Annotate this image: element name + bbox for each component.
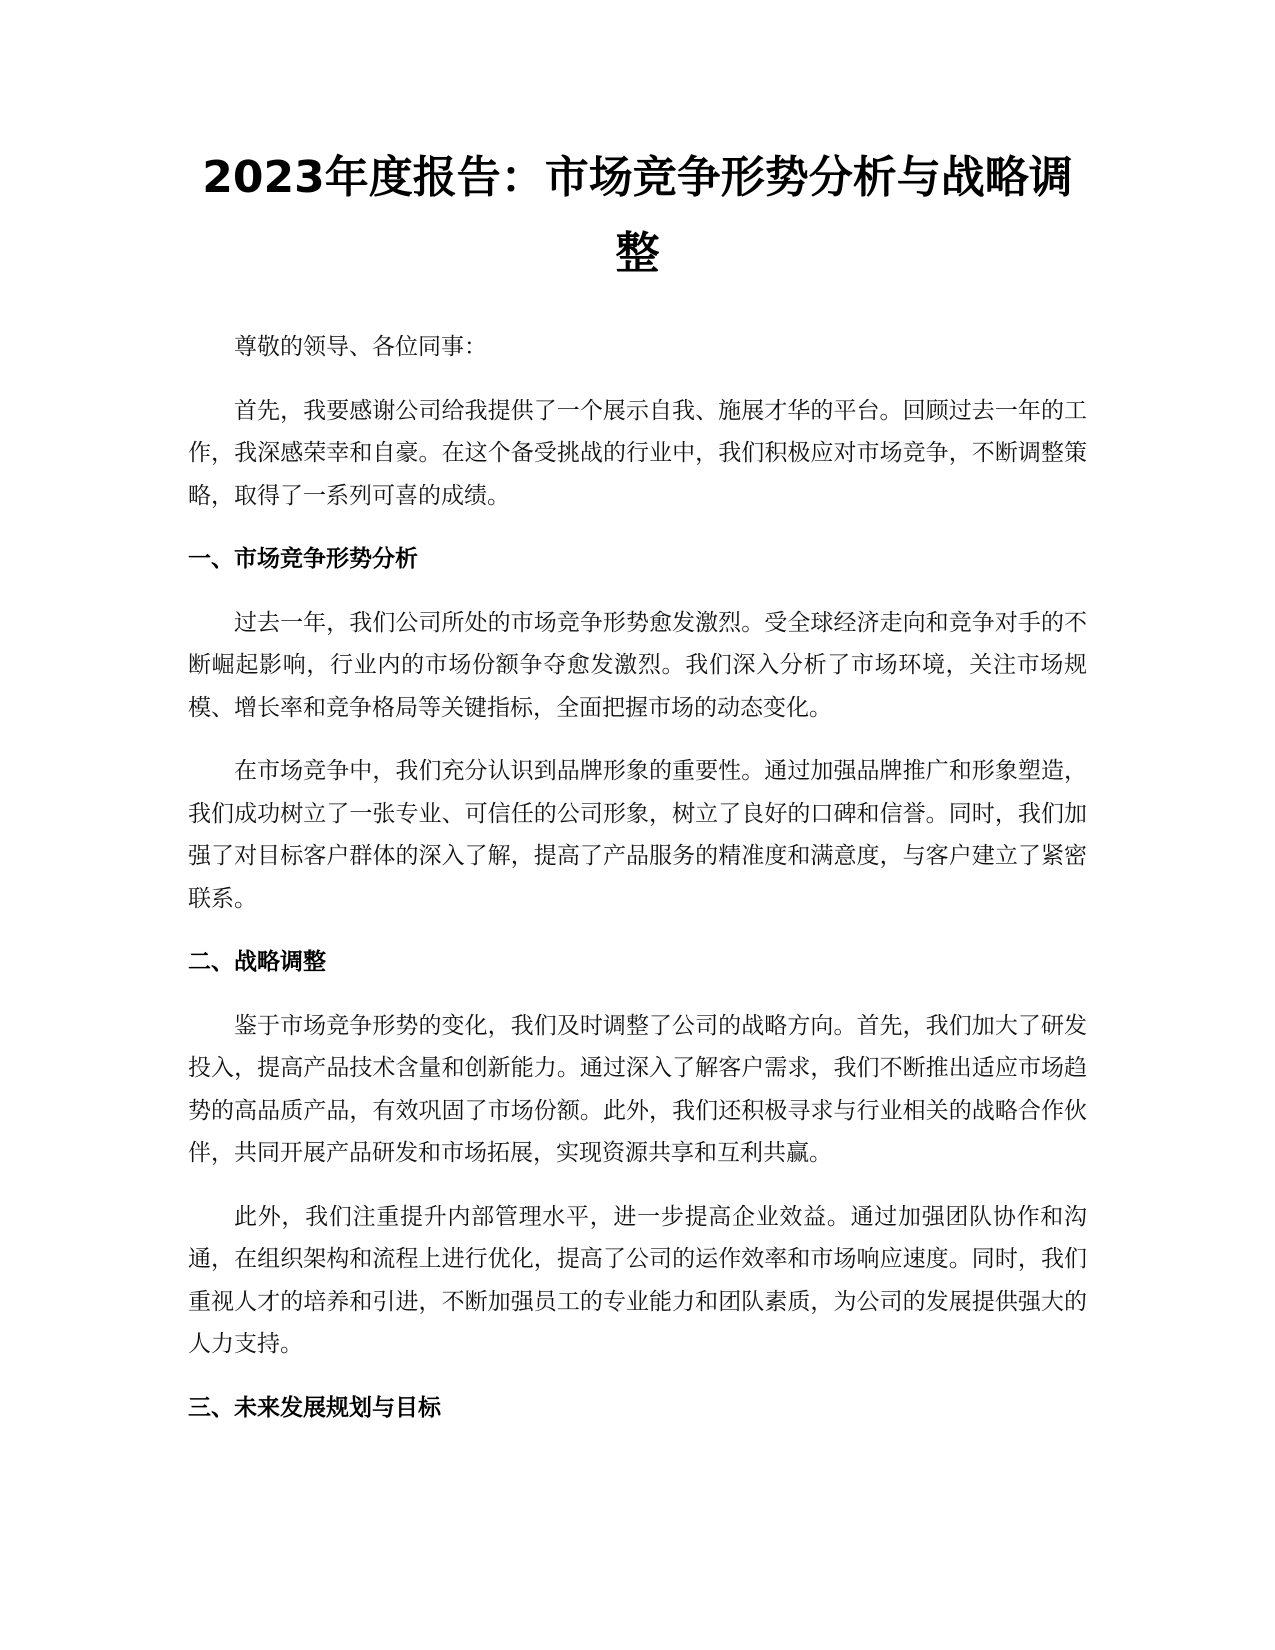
section-1-paragraph-2: 在市场竞争中，我们充分认识到品牌形象的重要性。通过加强品牌推广和形象塑造，我们成功树立了一张专业、可信任的公司形象，树立了良好的口碑和信誉。同时，我们加强了对目标客户群体的深入了解，提高了产品服务的精准度和满意度，与客户建立了紧密联系。 [188,758,1087,912]
section-heading-future-plan: 三、未来发展规划与目标 [188,1394,441,1421]
intro-paragraph: 首先，我要感谢公司给我提供了一个展示自我、施展才华的平台。回顾过去一年的工作，我深感荣幸和自豪。在这个备受挑战的行业中，我们积极应对市场竞争，不断调整策略，取得了一系列可喜的成绩。 [188,397,1087,509]
section-heading-strategy-adjustment: 二、战略调整 [188,949,326,975]
document-title: 2023年度报告：市场竞争形势分析与战略调整 [202,152,1073,279]
section-2-paragraph-1: 鉴于市场竞争形势的变化，我们及时调整了公司的战略方向。首先，我们加大了研发投入，提高产品技术含量和创新能力。通过深入了解客户需求，我们不断推出适应市场趋势的高品质产品，有效巩固了市场份额。此外，我们还积极寻求与行业相关的战略合作伙伴，共同开展产品研发和市场拓展，实现资源共享和互利共赢。 [188,1012,1087,1166]
section-2-paragraph-2: 此外，我们注重提升内部管理水平，进一步提高企业效益。通过加强团队协作和沟通，在组织架构和流程上进行优化，提高了公司的运作效率和市场响应速度。同时，我们重视人才的培养和引进，不断加强员工的专业能力和团队素质，为公司的发展提供强大的人力支持。 [188,1203,1087,1357]
section-heading-market-analysis: 一、市场竞争形势分析 [188,546,418,572]
section-1-paragraph-1: 过去一年，我们公司所处的市场竞争形势愈发激烈。受全球经济走向和竞争对手的不断崛起影响，行业内的市场份额争夺愈发激烈。我们深入分析了市场环境，关注市场规模、增长率和竞争格局等关键指标，全面把握市场的动态变化。 [188,609,1087,721]
greeting: 尊敬的领导、各位同事： [234,334,487,360]
